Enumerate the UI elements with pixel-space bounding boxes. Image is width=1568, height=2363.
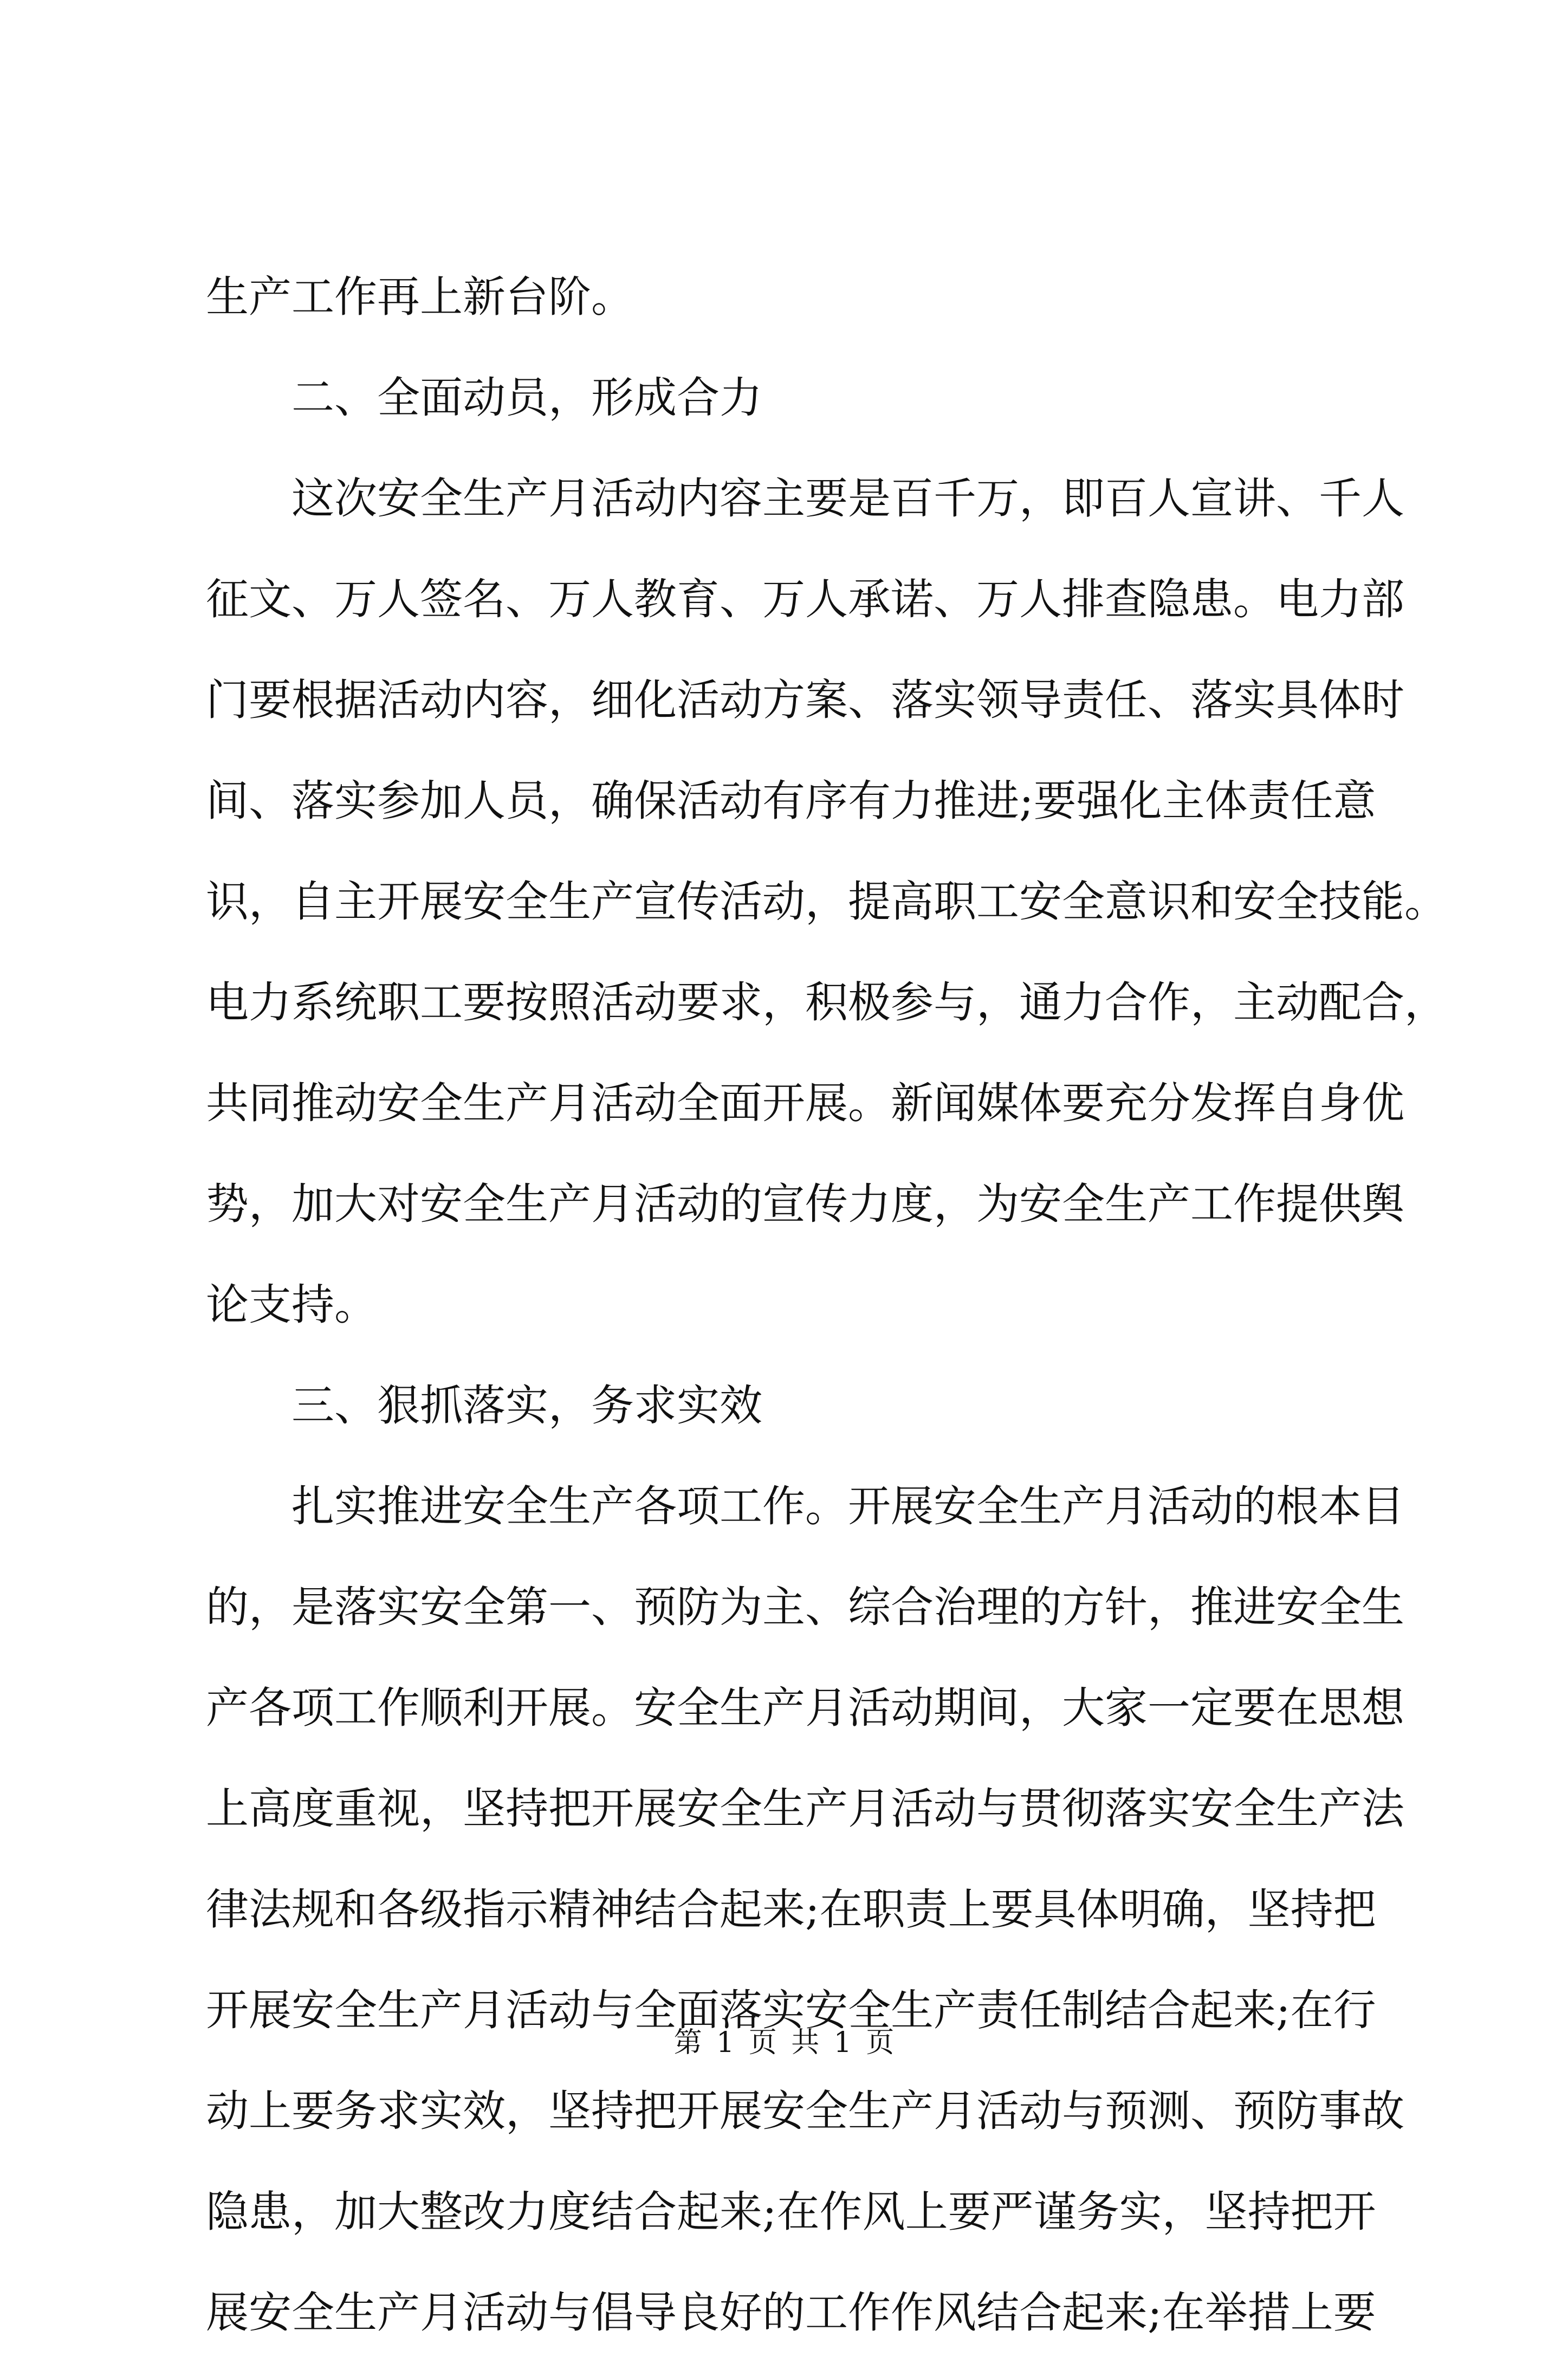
text-line: 这次安全生产月活动内容主要是百千万，即百人宣讲、千人	[291, 474, 1404, 523]
text-line: 上高度重视，坚持把开展安全生产月活动与贯彻落实安全生产法	[206, 1784, 1404, 1834]
section-heading-2: 二、全面动员，形成合力	[291, 373, 762, 423]
text-line: 论支持。	[206, 1280, 377, 1330]
text-line: 隐患，加大整改力度结合起来;在作风上要严谨务实，坚持把开	[206, 2187, 1376, 2237]
text-line-continuation: 生产工作再上新台阶。	[206, 272, 634, 322]
text-line: 电力系统职工要按照活动要求，积极参与，通力合作，主动配合，	[206, 977, 1447, 1027]
text-line: 征文、万人签名、万人教育、万人承诺、万人排查隐患。电力部	[206, 574, 1404, 624]
text-line: 扎实推进安全生产各项工作。开展安全生产月活动的根本目	[291, 1481, 1404, 1531]
text-line: 间、落实参加人员，确保活动有序有力推进;要强化主体责任意	[206, 776, 1376, 826]
text-line: 动上要务求实效，坚持把开展安全生产月活动与预测、预防事故	[206, 2086, 1404, 2136]
text-line: 开展安全生产月活动与全面落实安全生产责任制结合起来;在行	[206, 1985, 1376, 2035]
section-heading-3: 三、狠抓落实，务求实效	[291, 1381, 762, 1430]
text-line: 识，自主开展安全生产宣传活动，提高职工安全意识和安全技能。	[206, 877, 1447, 927]
text-line: 产各项工作顺利开展。安全生产月活动期间，大家一定要在思想	[206, 1683, 1404, 1733]
text-line: 律法规和各级指示精神结合起来;在职责上要具体明确，坚持把	[206, 1885, 1376, 1934]
text-line: 门要根据活动内容，细化活动方案、落实领导责任、落实具体时	[206, 675, 1404, 725]
text-line: 的，是落实安全第一、预防为主、综合治理的方针，推进安全生	[206, 1582, 1404, 1632]
page-footer: 第 1 页 共 1 页	[673, 2027, 895, 2059]
text-line: 共同推动安全生产月活动全面开展。新闻媒体要充分发挥自身优	[206, 1078, 1404, 1128]
text-line: 势，加大对安全生产月活动的宣传力度，为安全生产工作提供舆	[206, 1179, 1404, 1229]
text-line: 展安全生产月活动与倡导良好的工作作风结合起来;在举措上要	[206, 2288, 1376, 2338]
